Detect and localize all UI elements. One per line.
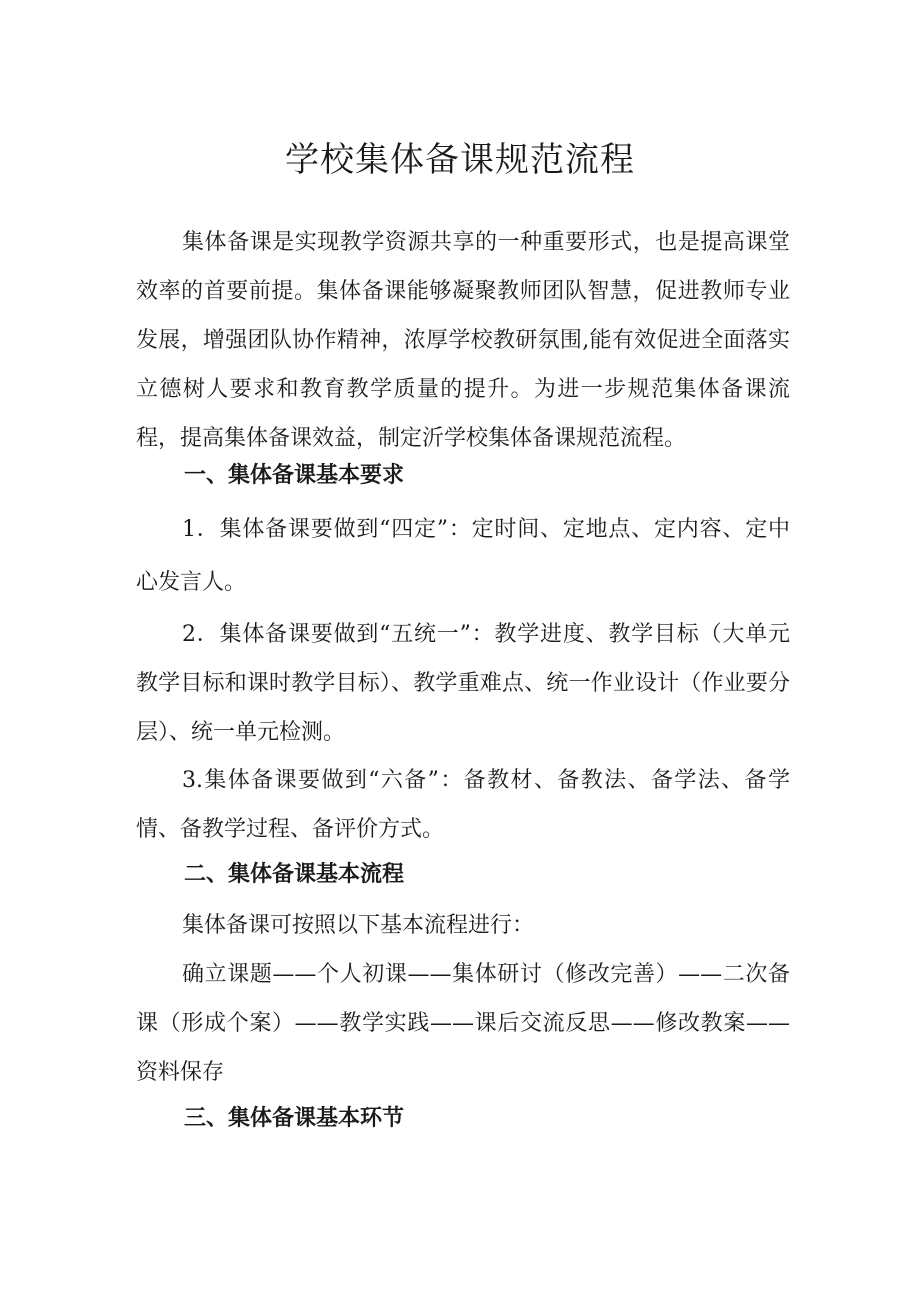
requirement-five-unified: 2．集体备课要做到“五统一”：教学进度、教学目标（大单元教学目标和课时教学目标）、教学重难点、统一作业设计（作业要分层）、统一单元检测。	[136, 622, 790, 745]
section-heading-steps: 三、集体备课基本环节	[184, 1106, 405, 1131]
requirement-four-fixed: 1．集体备课要做到“四定”：定时间、定地点、定内容、定中心发言人。	[136, 517, 790, 595]
document-title: 学校集体备课规范流程	[285, 140, 635, 180]
section-heading-process: 二、集体备课基本流程	[184, 862, 405, 887]
process-flow: 确立课题——个人初课——集体研讨（修改完善）——二次备课（形成个案）——教学实践——课后交流反思——修改教案——资料保存	[136, 962, 790, 1085]
requirement-six-prepare: 3.集体备课要做到“六备”：备教材、备教法、备学法、备学情、备教学过程、备评价方式。	[136, 768, 790, 842]
intro-paragraph: 集体备课是实现教学资源共享的一种重要形式，也是提高课堂效率的首要前提。集体备课能够凝聚教师团队智慧，促进教师专业发展，增强团队协作精神，浓厚学校教研氛围,能有效促进全面落实立德树人要求和教育教学质量的提升。为进一步规范集体备课流程，提高集体备课效益，制定沂学校集体备课规范流程。	[136, 230, 790, 451]
process-intro: 集体备课可按照以下基本流程进行：	[182, 913, 535, 938]
section-heading-requirements: 一、集体备课基本要求	[184, 463, 405, 488]
